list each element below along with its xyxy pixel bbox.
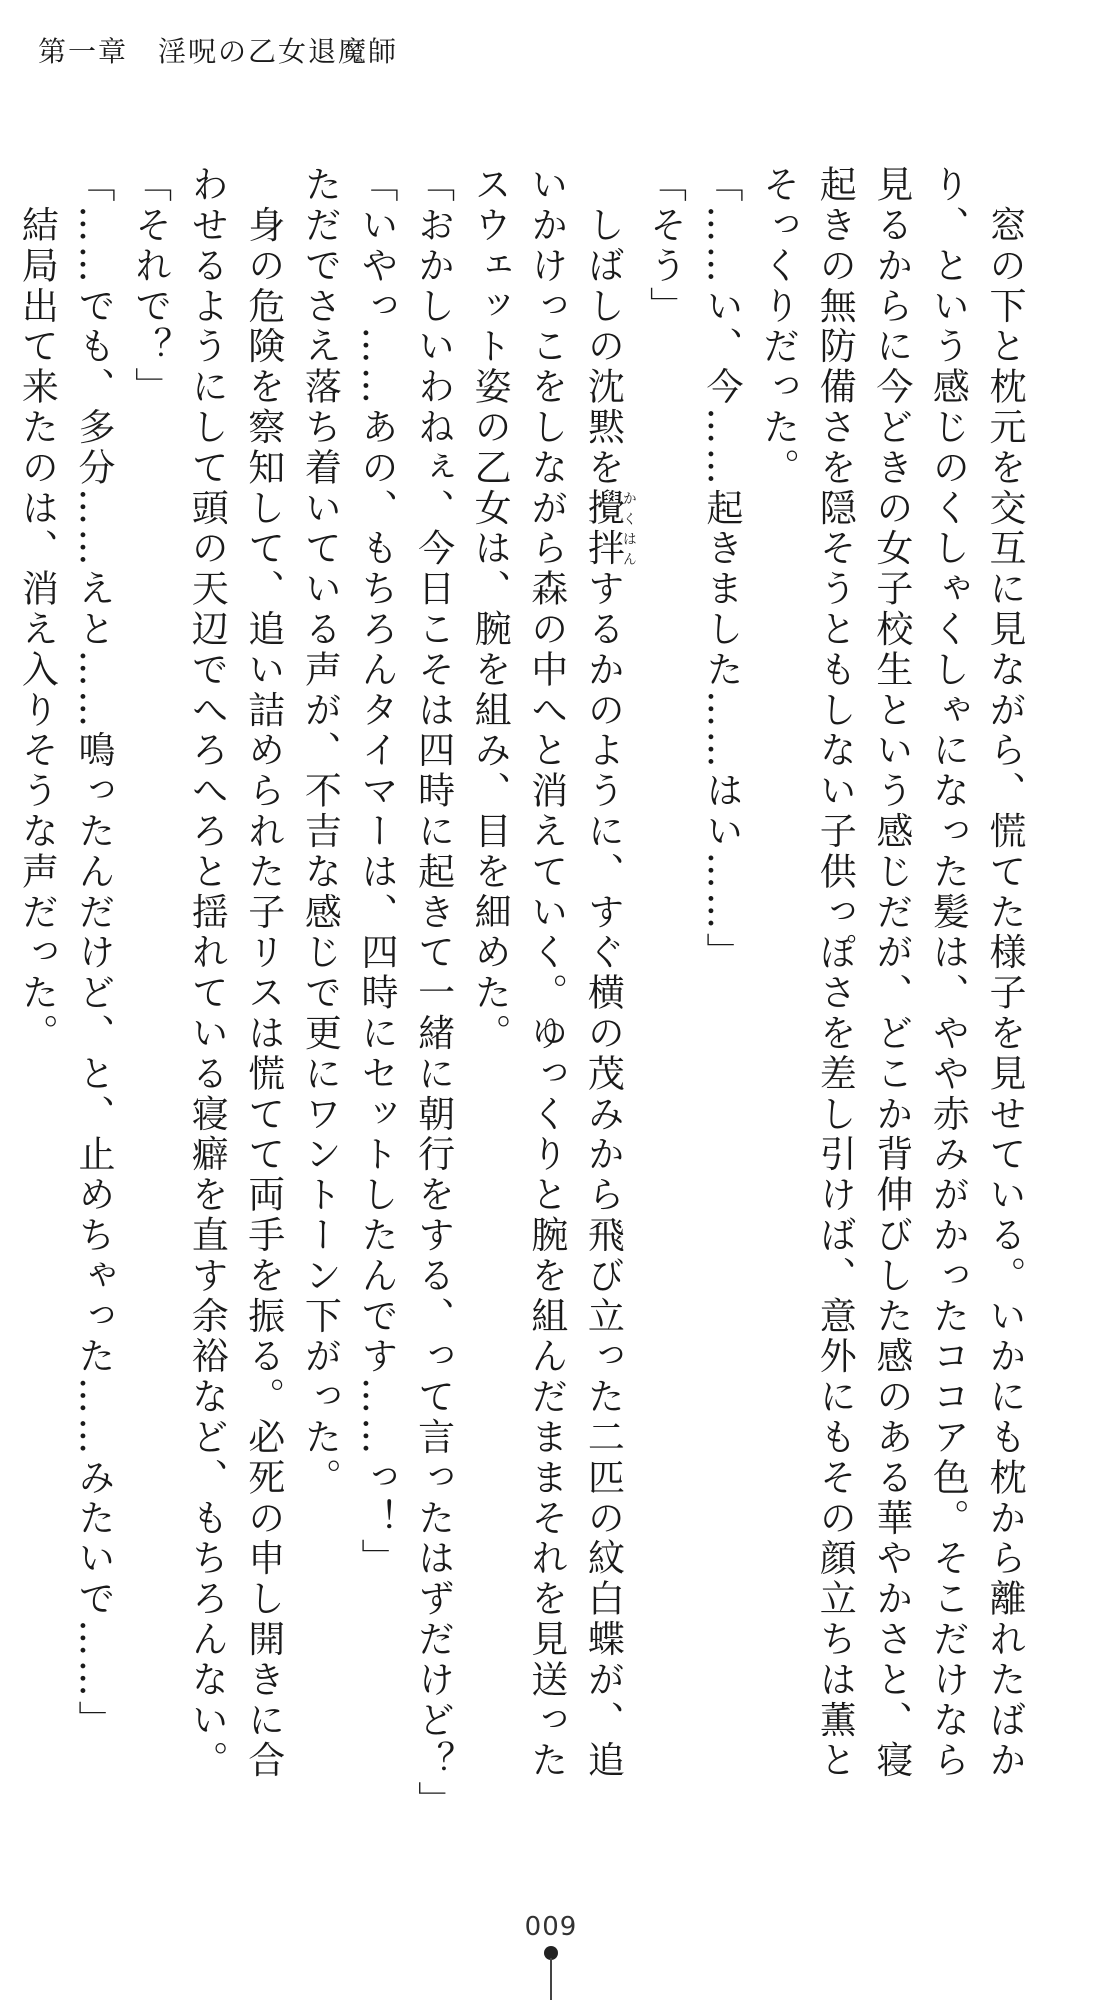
- text-line: いかけっこをしながら森の中へと消えていく。ゆっくりと腕を組んだままそれを見送った: [524, 165, 568, 1781]
- vertical-text-body: [15, 165, 1032, 1822]
- text-line: 「いやっ……あの、もちろんタイマーは、四時にセットしたんです……っ！」: [354, 165, 398, 1579]
- text-line: 「おかしいわねぇ、今日こそは四時に起きて一緒に朝行をする、って言ったはずだけど？」: [411, 165, 455, 1822]
- chapter-number: 第一章: [38, 35, 129, 68]
- text-line: 「それで？」: [128, 165, 172, 408]
- text-line: 「……でも、多分……えと……鳴ったんだけど、と、止めちゃった……みたいで……」: [72, 165, 115, 1741]
- text-line: ただでさえ落ち着いている声が、不吉な感じで更にワントーン下がった。: [298, 165, 342, 1499]
- text-line-with-ruby: しばしの沈黙を攪拌かくはんするかのように、すぐ横の茂みから飛び立った二匹の紋白蝶が、追: [581, 165, 637, 1782]
- text-line: 身の危険を察知して、追い詰められた子リスは慌てて両手を振る。必死の申し開きに合: [241, 165, 285, 1782]
- text-line: 結局出て来たのは、消え入りそうな声だった。: [15, 165, 59, 1054]
- ruby-annotation: 攪拌かくはん: [581, 488, 637, 570]
- text-line: わせるようにして頭の天辺でへろへろと揺れている寝癖を直す余裕など、もちろんない。: [185, 165, 229, 1781]
- text-line: スウェット姿の乙女は、腕を組み、目を細めた。: [468, 165, 512, 1054]
- running-header: [38, 30, 398, 70]
- text-line: そっくりだった。: [756, 165, 800, 489]
- text-line: 窓の下と枕元を交互に見ながら、慌てた様子を見せている。いかにも枕から離れたばか: [983, 165, 1026, 1781]
- text-line: 「……い、今……起きました……はい……」: [700, 165, 744, 973]
- chapter-title: 淫呪の乙女退魔師: [158, 35, 399, 68]
- text-line: 起きの無防備さを隠そうともしない子供っぽさを差し引けば、意外にもその顔立ちは薫と: [813, 165, 857, 1781]
- text-line: 見るからに今どきの女子校生という感じだが、どこか背伸びした感のある華やかさと、寝: [869, 165, 913, 1781]
- text-line: り、という感じのくしゃくしゃになった髪は、やや赤みがかったココア色。そこだけなら: [926, 165, 970, 1781]
- text-line: 「そう」: [643, 165, 687, 327]
- page-number: 009: [524, 1912, 578, 1942]
